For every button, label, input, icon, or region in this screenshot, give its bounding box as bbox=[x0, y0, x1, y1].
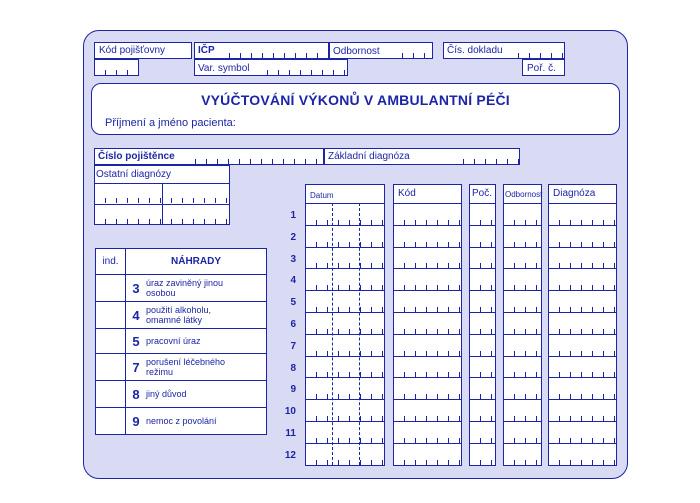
tick-marks bbox=[504, 394, 541, 399]
tick-marks bbox=[306, 416, 384, 421]
row-divider bbox=[549, 312, 616, 313]
diagnoza-column[interactable] bbox=[548, 184, 617, 466]
kod-column[interactable] bbox=[393, 184, 462, 466]
row-divider bbox=[549, 421, 616, 422]
patient-name-label: Příjmení a jméno pacienta: bbox=[105, 117, 236, 129]
tick-marks bbox=[394, 438, 461, 443]
row-divider bbox=[549, 334, 616, 335]
nahrady-code: 9 bbox=[132, 413, 140, 429]
row-divider bbox=[306, 356, 384, 357]
var-symbol-field[interactable] bbox=[194, 59, 348, 76]
tick-marks bbox=[394, 372, 461, 377]
row-divider bbox=[306, 312, 384, 313]
cis-dokladu-field[interactable] bbox=[443, 42, 565, 59]
row-divider bbox=[394, 225, 461, 226]
tick-marks bbox=[306, 220, 384, 225]
tick-marks bbox=[306, 329, 384, 334]
row-divider bbox=[504, 377, 541, 378]
nahrady-text: jiný důvod bbox=[146, 389, 187, 399]
tick-marks bbox=[549, 351, 616, 356]
tick-marks bbox=[394, 242, 461, 247]
row-divider bbox=[504, 334, 541, 335]
tick-marks bbox=[453, 159, 519, 164]
tick-marks bbox=[549, 263, 616, 268]
diagnoza-header bbox=[549, 185, 616, 204]
ind-checkbox[interactable] bbox=[96, 302, 126, 329]
odbornost-field[interactable] bbox=[329, 42, 433, 59]
row-divider bbox=[470, 225, 495, 226]
odbornost-header bbox=[504, 185, 541, 204]
tick-marks bbox=[470, 220, 495, 225]
diagnoza-header-label: Diagnóza bbox=[553, 188, 596, 199]
tick-marks bbox=[257, 70, 347, 75]
tick-marks bbox=[394, 220, 461, 225]
nahrady-text: pracovní úraz bbox=[146, 336, 201, 346]
poc-column[interactable] bbox=[469, 184, 496, 466]
row-number: 4 bbox=[290, 275, 296, 287]
tick-marks bbox=[549, 242, 616, 247]
row-divider bbox=[394, 443, 461, 444]
ind-checkbox[interactable] bbox=[96, 329, 126, 354]
cislo-pojistence-label: Číslo pojištěnce bbox=[98, 151, 175, 162]
zakladni-diagnoza-field[interactable] bbox=[324, 148, 520, 165]
row-divider bbox=[306, 421, 384, 422]
poc-header bbox=[470, 185, 495, 204]
ind-checkbox[interactable] bbox=[96, 354, 126, 381]
row-divider bbox=[306, 268, 384, 269]
row-divider bbox=[394, 268, 461, 269]
tick-marks bbox=[95, 198, 229, 203]
tick-marks bbox=[470, 372, 495, 377]
row-number: 11 bbox=[285, 428, 296, 439]
row-number: 2 bbox=[290, 231, 296, 243]
row-divider bbox=[470, 399, 495, 400]
tick-marks bbox=[470, 329, 495, 334]
row-divider bbox=[504, 399, 541, 400]
nahrady-table bbox=[95, 248, 267, 435]
row-divider bbox=[549, 377, 616, 378]
row-divider bbox=[470, 356, 495, 357]
row-divider bbox=[470, 247, 495, 248]
row-divider bbox=[394, 377, 461, 378]
row-divider bbox=[306, 225, 384, 226]
odbornost-header-label: Odbornost bbox=[505, 190, 543, 199]
tick-marks bbox=[504, 263, 541, 268]
nahrady-item bbox=[126, 329, 267, 354]
row-divider bbox=[394, 290, 461, 291]
row-divider bbox=[306, 377, 384, 378]
form-title: VYÚČTOVÁNÍ VÝKONŮ V AMBULANTNÍ PÉČI bbox=[201, 92, 510, 108]
row-divider bbox=[470, 443, 495, 444]
row-divider bbox=[504, 356, 541, 357]
tick-marks bbox=[306, 307, 384, 312]
nahrady-row bbox=[96, 354, 267, 381]
tick-marks bbox=[306, 242, 384, 247]
row-divider bbox=[549, 268, 616, 269]
row-divider bbox=[394, 334, 461, 335]
nahrady-title: NÁHRADY bbox=[126, 249, 267, 275]
row-divider bbox=[470, 290, 495, 291]
row-divider bbox=[470, 312, 495, 313]
tick-marks bbox=[306, 351, 384, 356]
tick-marks bbox=[394, 307, 461, 312]
tick-marks bbox=[549, 285, 616, 290]
var-symbol-label: Var. symbol bbox=[198, 63, 250, 74]
nahrady-item bbox=[126, 408, 267, 435]
tick-marks bbox=[470, 242, 495, 247]
datum-header bbox=[306, 185, 384, 204]
row-number: 5 bbox=[290, 297, 296, 309]
tick-marks bbox=[394, 394, 461, 399]
tick-marks bbox=[470, 438, 495, 443]
row-divider bbox=[504, 225, 541, 226]
row-divider bbox=[394, 356, 461, 357]
nahrady-code: 8 bbox=[132, 386, 140, 402]
row-divider bbox=[549, 443, 616, 444]
tick-marks bbox=[470, 460, 495, 465]
tick-marks bbox=[306, 438, 384, 443]
tick-marks bbox=[306, 285, 384, 290]
tick-marks bbox=[504, 242, 541, 247]
tick-marks bbox=[306, 460, 384, 465]
tick-marks bbox=[392, 53, 432, 58]
row-divider bbox=[504, 312, 541, 313]
tick-marks bbox=[549, 438, 616, 443]
tick-marks bbox=[549, 220, 616, 225]
row-number: 1 bbox=[290, 210, 296, 221]
tick-marks bbox=[394, 351, 461, 356]
tick-marks bbox=[470, 351, 495, 356]
row-divider bbox=[470, 268, 495, 269]
row-divider bbox=[504, 421, 541, 422]
tick-marks bbox=[470, 285, 495, 290]
nahrady-code: 3 bbox=[132, 280, 140, 296]
kod-header bbox=[394, 185, 461, 204]
row-divider bbox=[549, 399, 616, 400]
tick-marks bbox=[504, 285, 541, 290]
row-number: 7 bbox=[290, 340, 296, 352]
tick-marks bbox=[504, 329, 541, 334]
date-separator bbox=[332, 203, 333, 465]
tick-marks bbox=[306, 394, 384, 399]
tick-marks bbox=[549, 329, 616, 334]
ind-checkbox[interactable] bbox=[96, 408, 126, 435]
row-divider bbox=[549, 225, 616, 226]
row-divider bbox=[504, 247, 541, 248]
datum-header-label: Datum bbox=[310, 191, 334, 200]
kod-pojistovny-label: Kód pojišťovny bbox=[99, 45, 166, 56]
cis-dokladu-label: Čís. dokladu bbox=[447, 45, 503, 56]
row-divider bbox=[306, 443, 384, 444]
kod-pojistovny-field[interactable] bbox=[94, 42, 192, 59]
row-divider bbox=[504, 290, 541, 291]
tick-marks bbox=[549, 460, 616, 465]
poc-header-label: Poč. bbox=[472, 188, 493, 199]
nahrady-text: úraz zaviněný jinou osobou bbox=[146, 278, 224, 298]
tick-marks bbox=[394, 285, 461, 290]
tick-marks bbox=[95, 219, 229, 224]
row-divider bbox=[549, 356, 616, 357]
tick-marks bbox=[504, 460, 541, 465]
datum-column[interactable] bbox=[305, 184, 385, 466]
nahrady-row bbox=[96, 275, 267, 302]
ind-checkbox[interactable] bbox=[96, 275, 126, 302]
ind-checkbox[interactable] bbox=[96, 381, 126, 408]
row-divider bbox=[394, 247, 461, 248]
row-number: 6 bbox=[290, 319, 296, 330]
row-divider bbox=[394, 399, 461, 400]
tick-marks bbox=[549, 416, 616, 421]
tick-marks bbox=[219, 53, 328, 58]
nahrady-text: použití alkoholu, omamné látky bbox=[146, 305, 212, 325]
tick-marks bbox=[504, 438, 541, 443]
kod-header-label: Kód bbox=[398, 188, 416, 199]
tick-marks bbox=[394, 263, 461, 268]
tick-marks bbox=[549, 394, 616, 399]
row-divider bbox=[470, 334, 495, 335]
tick-marks bbox=[504, 416, 541, 421]
nahrady-item bbox=[126, 275, 267, 302]
title-box bbox=[91, 83, 620, 135]
row-divider bbox=[306, 334, 384, 335]
nahrady-code: 7 bbox=[132, 359, 140, 375]
cislo-pojistence-field[interactable] bbox=[94, 148, 324, 165]
nahrady-row bbox=[96, 381, 267, 408]
nahrady-item bbox=[126, 354, 267, 381]
tick-marks bbox=[394, 416, 461, 421]
row-divider bbox=[394, 421, 461, 422]
row-number: 10 bbox=[284, 406, 296, 418]
row-number: 3 bbox=[290, 253, 296, 265]
row-divider bbox=[549, 290, 616, 291]
icp-label: IČP bbox=[198, 45, 215, 56]
row-number: 12 bbox=[284, 449, 296, 461]
tick-marks bbox=[306, 372, 384, 377]
nahrady-item bbox=[126, 381, 267, 408]
nahrady-item bbox=[126, 302, 267, 329]
por-c-field[interactable] bbox=[522, 59, 565, 76]
zakladni-diagnoza-label: Základní diagnóza bbox=[328, 151, 410, 162]
ind-header: ind. bbox=[96, 249, 126, 275]
nahrady-row bbox=[96, 329, 267, 354]
row-divider bbox=[504, 268, 541, 269]
row-divider bbox=[394, 312, 461, 313]
ostatni-diagnozy-label: Ostatní diagnózy bbox=[96, 169, 172, 180]
nahrady-code: 4 bbox=[132, 307, 140, 323]
nahrady-row bbox=[96, 408, 267, 435]
date-separator bbox=[359, 203, 360, 465]
tick-marks bbox=[504, 220, 541, 225]
por-c-label: Poř. č. bbox=[527, 63, 556, 74]
tick-marks bbox=[394, 329, 461, 334]
odbornost-label: Odbornost bbox=[333, 46, 380, 57]
row-divider bbox=[470, 377, 495, 378]
row-number: 8 bbox=[290, 362, 296, 374]
icp-field[interactable] bbox=[194, 42, 329, 59]
row-divider bbox=[470, 421, 495, 422]
nahrady-code: 5 bbox=[132, 333, 140, 349]
ostatni-diagnozy-field[interactable] bbox=[94, 165, 230, 225]
tick-marks bbox=[185, 159, 323, 164]
tick-marks bbox=[549, 372, 616, 377]
tick-marks bbox=[95, 70, 138, 75]
tick-marks bbox=[470, 416, 495, 421]
kod-pojistovny-value-field[interactable] bbox=[94, 59, 139, 76]
nahrady-text: nemoc z povolání bbox=[146, 416, 217, 426]
tick-marks bbox=[504, 372, 541, 377]
tick-marks bbox=[306, 263, 384, 268]
row-divider bbox=[306, 247, 384, 248]
tick-marks bbox=[504, 351, 541, 356]
tick-marks bbox=[508, 53, 564, 58]
row-divider bbox=[549, 247, 616, 248]
tick-marks bbox=[549, 307, 616, 312]
row-divider bbox=[306, 399, 384, 400]
tick-marks bbox=[394, 460, 461, 465]
tick-marks bbox=[470, 263, 495, 268]
tick-marks bbox=[504, 307, 541, 312]
row-number: 9 bbox=[290, 384, 296, 396]
nahrady-text: porušení léčebného režimu bbox=[146, 357, 226, 377]
tick-marks bbox=[470, 394, 495, 399]
nahrady-row bbox=[96, 302, 267, 329]
row-divider bbox=[306, 290, 384, 291]
odbornost-column[interactable] bbox=[503, 184, 542, 466]
row-divider bbox=[504, 443, 541, 444]
tick-marks bbox=[470, 307, 495, 312]
